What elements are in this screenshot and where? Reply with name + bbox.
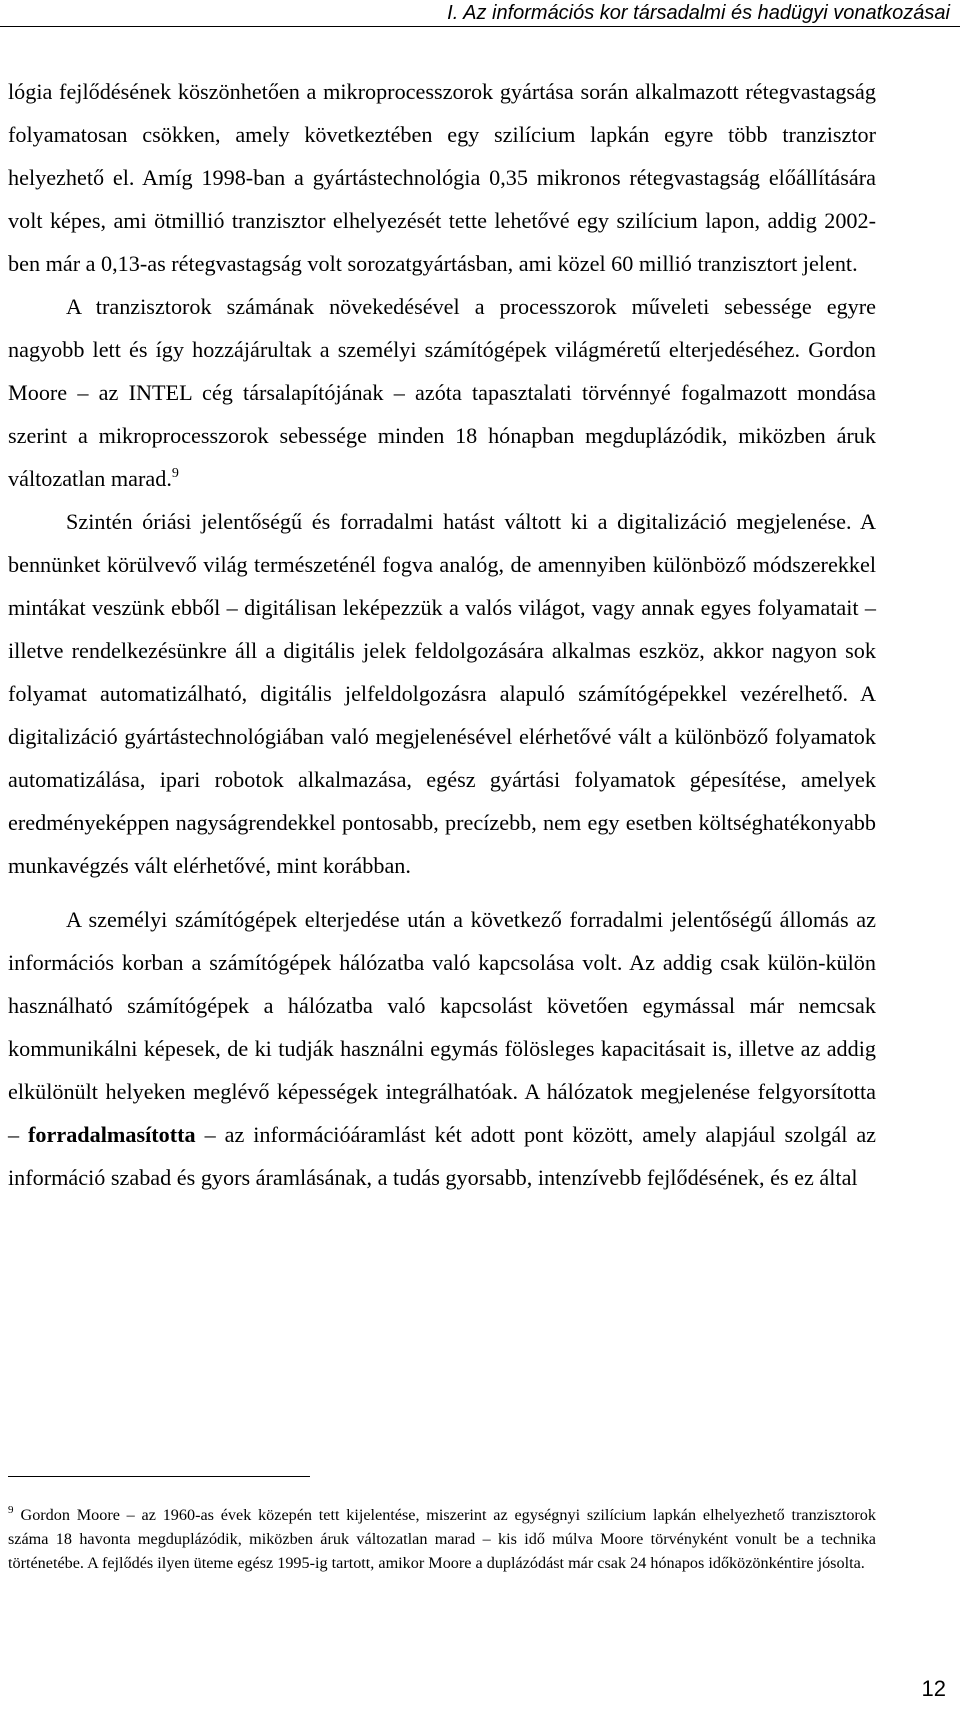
page-number: 12 (921, 1676, 946, 1701)
footnote-text: Gordon Moore – az 1960-as évek közepén tett kijelentése, miszerint az egységnyi szilícium lapkán elhelyezhető tranzisztorok száma 18 havonta megduplázódik, miközben áruk változatlan marad – kis idő múlva Moore törvényként vonult be a technika történetébe. A fejlődés ilyen üteme egész 1995-ig tartott, amikor Moore a duplázódást már csak 24 hónapos időközönkéntire jósolta. (8, 1506, 876, 1573)
paragraph-4-text-b: – az információáramlást két adott pont között, amely alapjául szolgál az információ szabad és gyors áramlásának, a tudás gyorsabb, intenzívebb fejlődésének, és ez által (8, 1122, 877, 1190)
footnote-number: 9 (8, 1504, 14, 1516)
paragraph-3: Szintén óriási jelentőségű és forradalmi hatást váltott ki a digitalizáció megjelenése. A bennünket körülvevő világ természeténél fogva analóg, de amennyiben különböző módszerekkel mintákat veszünk ebből – digitálisan leképezzük a valós világot, vagy annak egyes folyamatait – illetve rendelkezésünkre áll a digitális jelek feldolgozására alkalmas eszköz, akkor nagyon sok folyamat automatizálható, digitális jelfeldolgozásra alapuló számítógépekkel vezérelhető. A digitalizáció gyártástechnológiában való megjelenésével elérhetővé vált a különböző folyamatok automatizálása, ipari robotok alkalmazása, egész gyártási folyamatok gépesítése, amelyek eredményeképpen nagyságrendekkel pontosabb, precízebb, nem egy esetben költséghatékonyabb munkavégzés vált elérhetővé, mint korábban. (8, 509, 876, 878)
paragraph-4 (8, 898, 876, 1199)
running-header-title: I. Az információs kor társadalmi és hadügyi vonatkozásai (447, 2, 950, 24)
footnote-separator (8, 1476, 310, 1477)
footnote-9 (8, 1503, 876, 1576)
paragraph-2 (8, 285, 876, 500)
footnote-reference-9[interactable]: 9 (171, 465, 179, 481)
paragraph-1: lógia fejlődésének köszönhetően a mikroprocesszorok gyártása során alkalmazott rétegvastagság folyamatosan csökken, amely következtében egy szilícium lapkán egyre több tranzisztor helyezhető el. Amíg 1998-ban a gyártástechnológia 0,35 mikronos rétegvastagság előállítására volt képes, ami ötmillió tranzisztor elhelyezését tette lehetővé egy szilícium lapon, addig 2002-ben már a 0,13-as rétegvastagság volt sorozatgyártásban, ami közel 60 millió tranzisztort jelent. (8, 79, 876, 276)
paragraph-4-text-a: A személyi számítógépek elterjedése után a következő forradalmi jelentőségű állomás az információs korban a számítógépek hálózatba való kapcsolása volt. Az addig csak külön-külön használható számítógépek a hálózatba való kapcsolást követően egymással már nemcsak kommunikálni képesek, de ki tudják használni egymás fölösleges kapacitásait is, illetve az addig elkülönült helyeken meglévő képességek integrálhatóak. A hálózatok megjelenése felgyorsította – (8, 907, 876, 1147)
main-text (8, 70, 876, 1199)
bold-emphasis: forradalmasította (28, 1122, 196, 1147)
paragraph-2-text: A tranzisztorok számának növekedésével a processzorok műveleti sebessége egyre nagyobb lett és így hozzájárultak a személyi számítógépek világméretű elterjedéséhez. Gordon Moore – az INTEL cég társalapítójának – azóta tapasztalati törvénnyé fogalmazott mondása szerint a mikroprocesszorok sebessége minden 18 hónapban megduplázódik, miközben áruk változatlan marad. (8, 294, 876, 491)
running-header (0, 0, 960, 27)
